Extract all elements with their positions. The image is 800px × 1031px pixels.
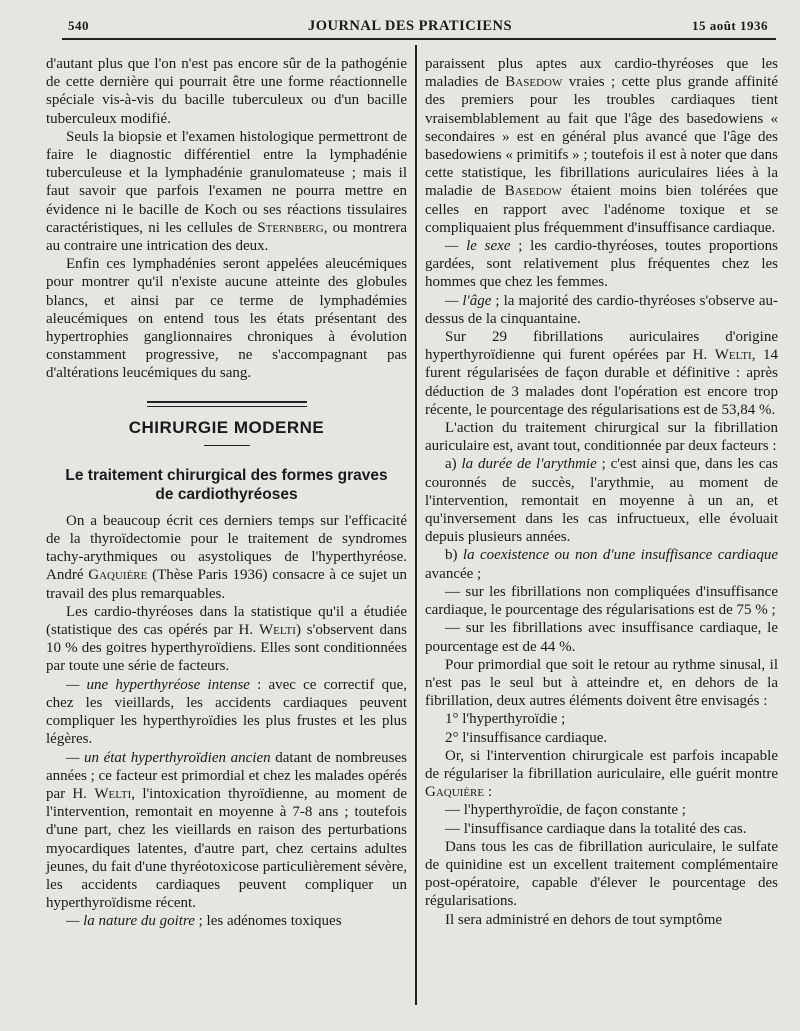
list-item: — l'insuffisance cardiaque dans la totalité des cas. xyxy=(445,820,747,837)
paragraph: Pour primordial que soit le retour au rythme sinusal, il n'est pas le seul but à atteindre et, en dehors de la fibrillation, deux autres éléments doivent être envisagés : xyxy=(425,656,778,710)
paragraph: — sur les fibrillations non compliquées d'insuffisance cardiaque, le pourcentage des régularisations est de 75 % ; xyxy=(425,583,778,619)
list-item: — l'hyperthyroïdie, de façon constante ; xyxy=(445,802,686,819)
paragraph: Sur 29 fibrillations auriculaires d'origine hyperthyroïdienne qui furent opérées par H. Welti, 14 furent régularisées de façon durable et définitive : après déduction de 3 malades dont l'opération est encore trop récente, le pourcentage des régularisations est de 53,84 %. xyxy=(425,329,778,418)
paragraph: Enfin ces lymphadénies seront appelées aleucémiques pour montrer qu'il n'existe aucune atteinte des globules blancs, et ainsi par ce terme de lymphadémies aleucémiques on entend tous les états présentant des hypertrophies ganglionnaires chroniques à évolution constamment progressive, ne s'accompagnant pas d'altérations leucémiques du sang. xyxy=(46,256,407,382)
article-title: Le traitement chirurgical des formes graves de cardiothyréoses xyxy=(65,466,388,503)
paragraph: Or, si l'intervention chirurgicale est parfois incapable de régulariser la fibrillation auriculaire, elle guérit montre Gaquière : xyxy=(425,747,778,801)
journal-title: JOURNAL DES PRATICIENS xyxy=(307,18,513,34)
paragraph: — une hyperthyréose intense : avec ce correctif que, chez les vieillards, les accidents cardiaques peuvent compliquer les hyperthyroïdies les plus frustes et les plus légères. xyxy=(46,676,407,748)
paragraph: paraissent plus aptes aux cardio-thyréoses que les maladies de Basedow vraies ; cette plus grande affinité des premiers pour les troubles cardiaques tient vraisemblablement au fait que l'âge des basedowiens « secondaires » est en général plus avancé que l'âge des basedowiens « primitifs » ; toutefois il est à noter que dans cette statistique, les fibrillations auriculaires liées à la maladie de Basedow étaient moins bien tolérées que celles en rapport avec l'adénome toxique et se compliquaient plus fréquemment d'insuffisance cardiaque. xyxy=(425,56,778,236)
paragraph: — l'âge ; la majorité des cardio-thyréoses s'observe au-dessus de la cinquantaine. xyxy=(425,292,779,327)
section-title: CHIRURGIE MODERNE xyxy=(128,417,325,437)
paragraph: b) la coexistence ou non d'une insuffisance cardiaque avancée ; xyxy=(425,547,779,582)
column-divider xyxy=(415,45,417,1005)
right-column xyxy=(425,55,778,929)
paragraph: On a beaucoup écrit ces derniers temps sur l'efficacité de la thyroïdectomie pour le traitement de syndromes tachy-arythmiques ou asystoliques de l'hyperthyréose. André Gaquière (Thèse Paris 1936) consacre à ce sujet un travail des plus remarquables. xyxy=(46,512,407,602)
header-rule xyxy=(62,38,776,40)
paragraph: — le sexe ; les cardio-thyréoses, toutes proportions gardées, sont relativement plus fréquentes chez les hommes que chez les femmes. xyxy=(425,238,778,291)
paragraph: a) la durée de l'arythmie ; c'est ainsi que, dans les cas couronnés de succès, l'arythmie, au moment de l'intervention, remontait en moyenne à un an, et qu'inversement dans les cas infructueux, elle évoluait depuis plusieurs années. xyxy=(425,456,778,546)
issue-date: 15 août 1936 xyxy=(691,18,768,33)
paragraph: — un état hyperthyroïdien ancien datant de nombreuses années ; ce facteur est primordial et chez les malades opérés par H. Welti, l'intoxication thyroïdienne, au moment de l'intervention, remontait en moyenne à 7-8 ans ; toutefois d'une part, chez les vieillards en raison des perturbations myocardiques latentes, d'autre part, chez certains adultes jeunes, du fait d'une thyréotoxicose particulièrement sévère, les accidents cardiaques peuvent compliquer un hyperthyroïdisme récent. xyxy=(46,749,407,912)
paragraph: Dans tous les cas de fibrillation auriculaire, le sulfate de quinidine est un excellent traitement complémentaire post-opératoire, capable d'élever le pourcentage des régularisations. xyxy=(425,838,778,910)
paragraph: Les cardio-thyréoses dans la statistique qu'il a étudiée (statistique des cas opérés par H. Welti) s'observent dans 10 % des goitres hyperthyroïdiens. Elles sont conditionnées par toute une série de facteurs. xyxy=(46,603,407,675)
list-item: 1° l'hyperthyroïdie ; xyxy=(445,711,566,728)
section-rule xyxy=(204,445,250,446)
paragraph: L'action du traitement chirurgical sur la fibrillation auriculaire est, avant tout, conditionnée par deux facteurs : xyxy=(425,420,778,455)
paragraph: — sur les fibrillations avec insuffisance cardiaque, le pourcentage est de 44 %. xyxy=(425,620,778,655)
section-rule xyxy=(147,401,307,403)
paragraph: — la nature du goitre ; les adénomes toxiques xyxy=(66,913,342,930)
left-column xyxy=(46,55,407,931)
paragraph: d'autant plus que l'on n'est pas encore sûr de la pathogénie de cette dernière qui pourrait être une forme réactionnelle spéciale vis-à-vis du bacille tuberculeux ou d'un bacille tuberculeux modifié. xyxy=(46,56,407,127)
page-number: 540 xyxy=(68,18,89,33)
paragraph: Il sera administré en dehors de tout symptôme xyxy=(445,911,723,928)
paragraph: Seuls la biopsie et l'examen histologique permettront de faire le diagnostic différentiel entre la lymphadénie tuberculeuse et la lymphadénie granulomateuse ; mais il faut savoir que parfois l'examen ne pourra mettre en évidence ni le bacille de Koch ou ses réactions tissulaires caractéristiques, ni les cellules de Sternberg, ou montrera au contraire une intrication des deux. xyxy=(46,128,407,255)
list-item: 2° l'insuffisance cardiaque. xyxy=(445,729,608,746)
section-rule xyxy=(147,406,307,407)
page-header xyxy=(40,14,780,36)
